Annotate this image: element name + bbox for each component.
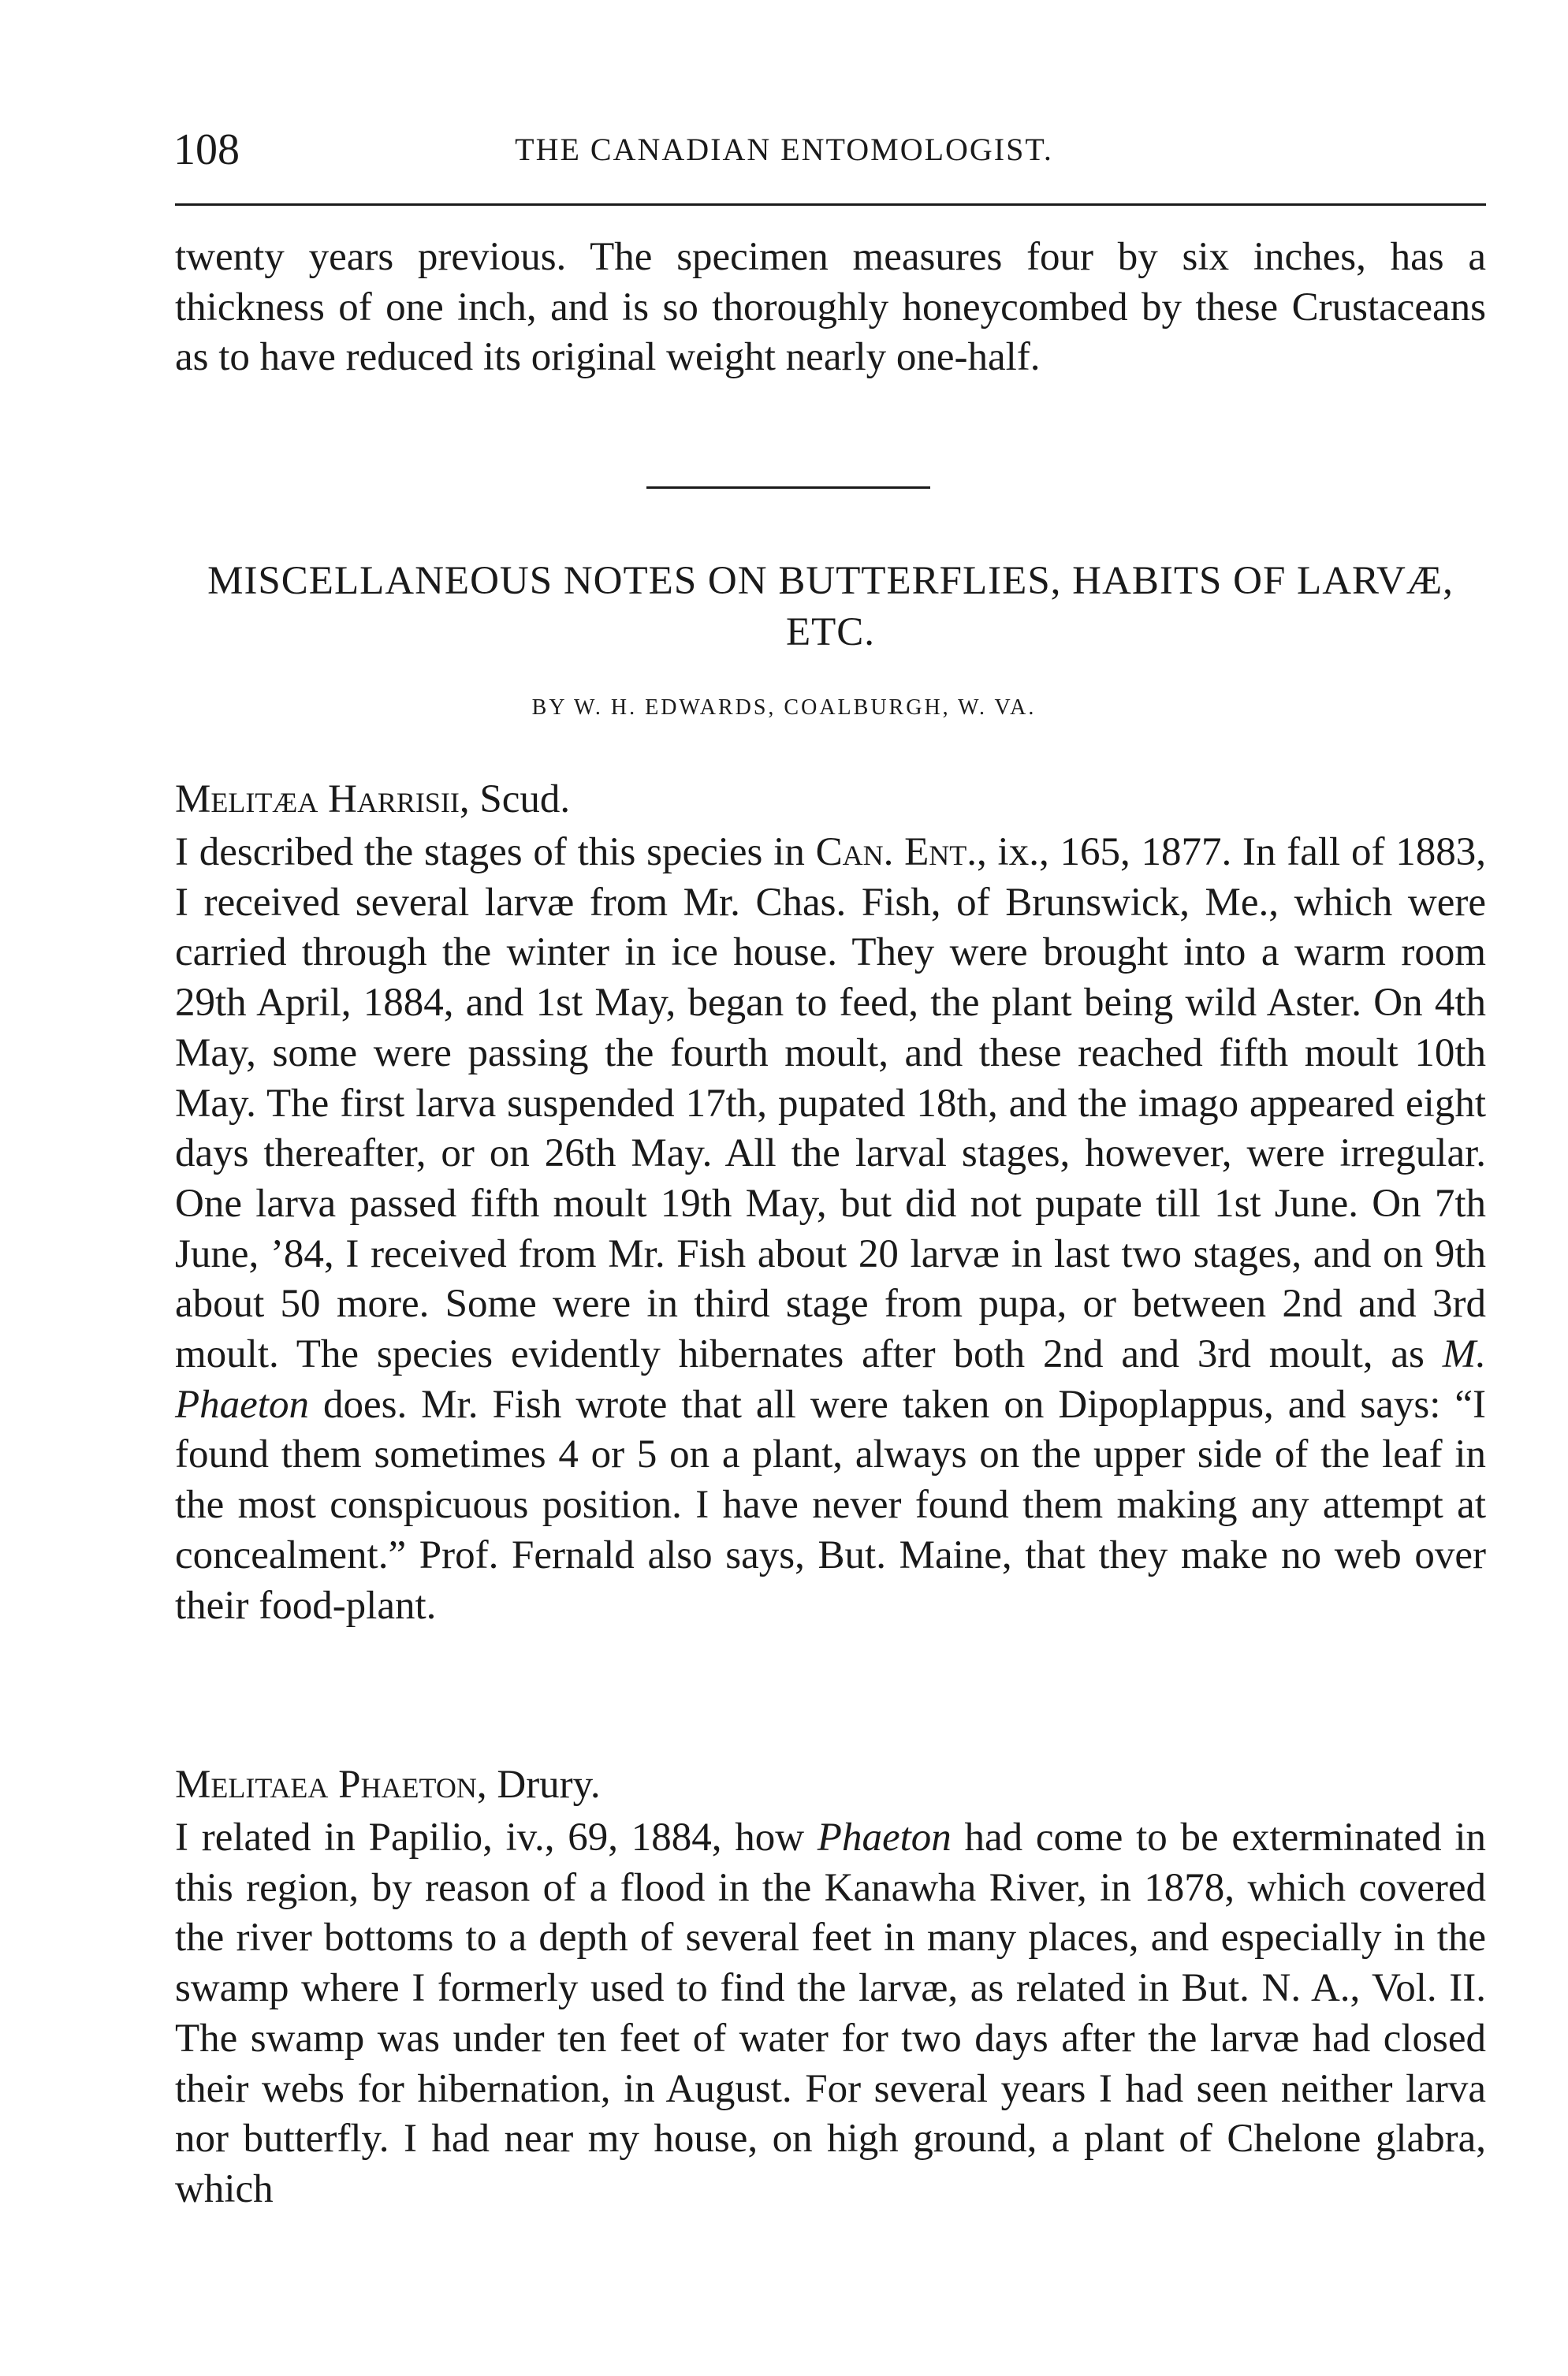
species-name: Melitaea Phaeton	[175, 1763, 477, 1807]
paragraph-text: , ix., 165, 1877. In fall of 1883, I received several larvæ from Mr. Chas. Fish, of Brunswick, Me., which were carried through the winter in ice house. They were brought into a warm room 29th April, 1884, and 1st May, began to feed, the plant being wild Aster. On 4th May, some were passing the fourth moult, and these reached fifth moult 10th May. The first larva suspended 17th, pupated 18th, and the imago appeared eight days thereafter, or on 26th May. All the larval stages, however, were irregular. One larva passed fifth moult 19th May, but did not pupate till 1st June. On 7th June, ’84, I received from Mr. Fish about 20 larvæ in last two stages, and on 9th about 50 more. Some were in third stage from pupa, or between 2nd and 3rd moult. The species evidently hibernates after both 2nd and 3rd moult, as	[175, 830, 1486, 1377]
header-rule	[175, 203, 1486, 206]
paragraph-text: I described the stages of this species in	[175, 830, 816, 874]
paragraph-text: had come to be exterminated in this region, by reason of a flood in the Kanawha River, in 1878, which covered the river bottoms to a depth of several feet in many places, and especially in the swamp where I formerly used to find the larvæ, as related in But. N. A., Vol. II. The swamp was under ten feet of water for two days after the larvæ had closed their webs for hibernation, in August. For several years I had seen neither larva nor butterfly. I had near my house, on high ground, a plant of Chelone glabra, which	[175, 1816, 1486, 2211]
species-name: Melitæa Harrisii	[175, 777, 460, 821]
page-header	[0, 118, 1568, 181]
species-heading	[175, 1760, 601, 1810]
running-title: THE CANADIAN ENTOMOLOGIST.	[515, 132, 1053, 167]
article-byline: BY W. H. EDWARDS, COALBURGH, W. VA.	[531, 695, 1037, 720]
species-paragraph	[175, 1813, 1486, 2215]
intro-paragraph: twenty years previous. The specimen measures four by six inches, has a thickness of one inch, and is so thoroughly honeycombed by these Crustaceans as to have reduced its original weight nearly one-half.	[175, 235, 1486, 380]
species-authority: , Drury.	[476, 1763, 601, 1807]
species-reference: M. Phaeton	[175, 1332, 1486, 1427]
page-number: 108	[173, 125, 240, 174]
species-authority: , Scud.	[459, 777, 571, 821]
article-title: MISCELLANEOUS NOTES ON BUTTERFLIES, HABITS OF LARVÆ, ETC.	[207, 559, 1454, 654]
species-reference: Phaeton	[817, 1816, 952, 1860]
journal-citation: Can. Ent.	[815, 830, 978, 874]
paragraph-text: I related in Papilio, iv., 69, 1884, how	[175, 1816, 818, 1860]
paragraph-text: does. Mr. Fish wrote that all were taken on Dipoplappus, and says: “I found them sometimes 4 or 5 on a plant, always on the upper side of the leaf in the most conspicuous position. I have never found them making any attempt at concealment.” Prof. Fernald also says, But. Maine, that they make no web over their food-plant.	[175, 1382, 1486, 1628]
section-divider	[646, 486, 930, 489]
species-paragraph	[175, 828, 1486, 1631]
species-heading	[175, 774, 570, 825]
